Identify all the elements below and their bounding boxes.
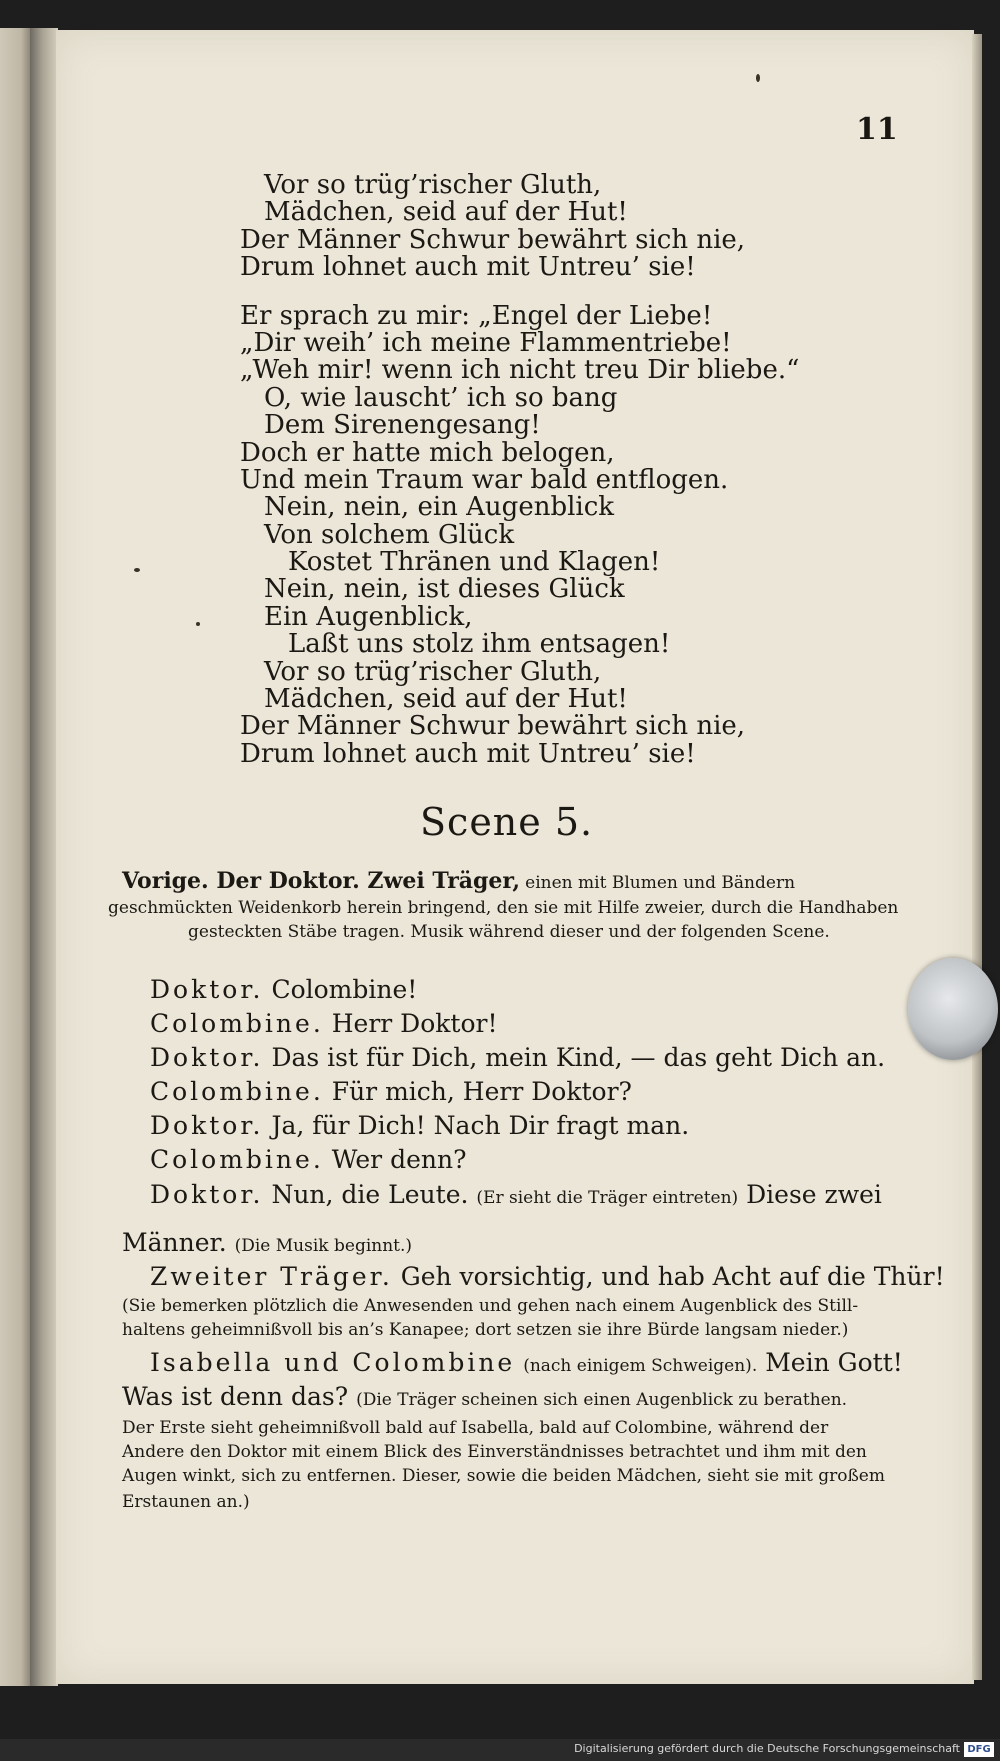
dialog-continued-direction: (Die Musik beginnt.) — [234, 1236, 413, 1256]
was-line — [122, 1382, 908, 1411]
dialog-speaker: Doktor. — [150, 1111, 264, 1140]
direction-block-1-line-2: haltens geheimnißvoll bis an’s Kanapee; dort setzen sie ihre Bürde langsam nieder.) — [122, 1320, 849, 1340]
book-gutter — [30, 28, 58, 1686]
verse-line: „Weh mir! wenn ich nicht treu Dir bliebe.“ — [240, 355, 800, 386]
verse-line: Dem Sirenengesang! — [264, 410, 541, 441]
page-edge — [972, 34, 982, 1680]
verse-line: Laßt uns stolz ihm entsagen! — [288, 629, 671, 660]
dialog-text: Ja, für Dich! Nach Dir fragt man. — [271, 1111, 690, 1140]
second-bearer-speaker: Zweiter Träger. — [150, 1262, 393, 1291]
stage-direction — [108, 868, 902, 942]
dialog-speaker: Doktor. — [150, 1043, 264, 1072]
dialog-continued-text: Männer. — [122, 1228, 227, 1257]
verse-line: Der Männer Schwur bewährt sich nie, — [240, 224, 746, 255]
dialog-line — [150, 1180, 936, 1209]
verse-line: Der Männer Schwur bewährt sich nie, — [240, 711, 746, 742]
dialog-speaker: Colombine. — [150, 1145, 324, 1174]
verse-line: Doch er hatte mich belogen, — [240, 437, 615, 468]
dialog-text: Herr Doktor! — [331, 1009, 498, 1038]
page-number: 11 — [856, 112, 898, 147]
verse-line: „Dir weih’ ich meine Flammentriebe! — [240, 327, 732, 358]
direction-block-2-line-2: Andere den Doktor mit einem Blick des Einverständnisses betrachtet und ihm mit den — [122, 1442, 867, 1462]
verse-line: Vor so trüg’rischer Gluth, — [264, 170, 602, 200]
verse-line: Nein, nein, ein Augenblick — [264, 492, 615, 523]
song-verse — [240, 172, 800, 768]
verse-line: Ein Augenblick, — [264, 601, 473, 632]
dfg-logo: DFG — [964, 1742, 994, 1757]
direction-block-1-line-1: (Sie bemerken plötzlich die Anwesenden und gehen nach einem Augenblick des Still- — [122, 1296, 859, 1316]
stage-line-1: einen mit Blumen und Bändern — [525, 873, 796, 893]
verse-line: Vor so trüg’rischer Gluth, — [264, 656, 602, 687]
direction-block-2-line-3: Augen winkt, sich zu entfernen. Dieser, sowie die beiden Mädchen, sieht sie mit großem — [122, 1466, 885, 1486]
verse-line: Kostet Thränen und Klagen! — [288, 547, 661, 578]
direction-block-2-line-1: Der Erste sieht geheimnißvoll bald auf Isabella, bald auf Colombine, während der — [122, 1418, 829, 1438]
dialog-line — [150, 1145, 936, 1174]
page-clip — [908, 958, 998, 1060]
dialog-speaker: Doktor. — [150, 975, 264, 1004]
dialog-continued — [122, 1228, 908, 1257]
dialog-text: Das ist für Dich, mein Kind, — das geht Dich an. — [271, 1043, 886, 1072]
paper-speck — [756, 74, 760, 82]
dialog-line — [150, 1009, 936, 1038]
direction-block-2-line-4: Erstaunen an.) — [122, 1492, 250, 1512]
stage-line-3: gesteckten Stäbe tragen. Musik während dieser und der folgenden Scene. — [188, 922, 830, 942]
was-text: Was ist denn das? — [122, 1382, 349, 1411]
dialog-line — [150, 1077, 936, 1106]
verse-line: Drum lohnet auch mit Untreu’ sie! — [240, 252, 696, 283]
dialog-text-after: Diese zwei — [746, 1180, 882, 1209]
verse-stanza-gap — [240, 282, 800, 303]
left-page-edge — [0, 28, 30, 1686]
verse-line: Mädchen, seid auf der Hut! — [264, 197, 628, 228]
verse-line: Mädchen, seid auf der Hut! — [264, 684, 628, 715]
dialog-speaker: Doktor. — [150, 1180, 264, 1209]
second-bearer-line — [150, 1262, 945, 1291]
isabella-text: Mein Gott! — [765, 1348, 903, 1377]
dialog-text: Wer denn? — [331, 1145, 467, 1174]
isabella-direction: (nach einigem Schweigen). — [523, 1356, 758, 1376]
verse-line: Von solchem Glück — [264, 519, 515, 550]
stage-line-2: geschmückten Weidenkorb herein bringend, den sie mit Hilfe zweier, durch die Handhaben — [108, 898, 899, 918]
dialog-line — [150, 1043, 936, 1072]
dialog-speaker: Colombine. — [150, 1077, 324, 1106]
stage-persons: Vorige. Der Doktor. Zwei Träger, — [122, 868, 521, 894]
dialog-direction: (Er sieht die Träger eintreten) — [476, 1188, 739, 1208]
verse-line: Er sprach zu mir: „Engel der Liebe! — [240, 300, 713, 331]
footer-credit: Digitalisierung gefördert durch die Deutsche Forschungsgemeinschaft — [574, 1742, 960, 1755]
dialog-text: Für mich, Herr Doktor? — [331, 1077, 632, 1106]
dialog-line — [150, 1111, 936, 1140]
isabella-speaker: Isabella und Colombine — [150, 1348, 516, 1377]
verse-line: Und mein Traum war bald entflogen. — [240, 464, 729, 495]
paper-speck — [196, 622, 200, 626]
paper-speck — [134, 568, 140, 572]
second-bearer-text: Geh vorsichtig, und hab Acht auf die Thür! — [400, 1262, 945, 1291]
verse-line: Drum lohnet auch mit Untreu’ sie! — [240, 738, 696, 769]
dialog-line — [150, 975, 936, 1004]
dialog-text: Colombine! — [271, 975, 418, 1004]
verse-line: O, wie lauscht’ ich so bang — [264, 382, 618, 413]
isabella-line — [150, 1348, 936, 1377]
verse-line: Nein, nein, ist dieses Glück — [264, 574, 625, 605]
dialog-text: Nun, die Leute. — [271, 1180, 469, 1209]
scene-title: Scene 5. — [420, 800, 594, 844]
dialog-speaker: Colombine. — [150, 1009, 324, 1038]
was-direction: (Die Träger scheinen sich einen Augenblick zu berathen. — [356, 1390, 848, 1410]
